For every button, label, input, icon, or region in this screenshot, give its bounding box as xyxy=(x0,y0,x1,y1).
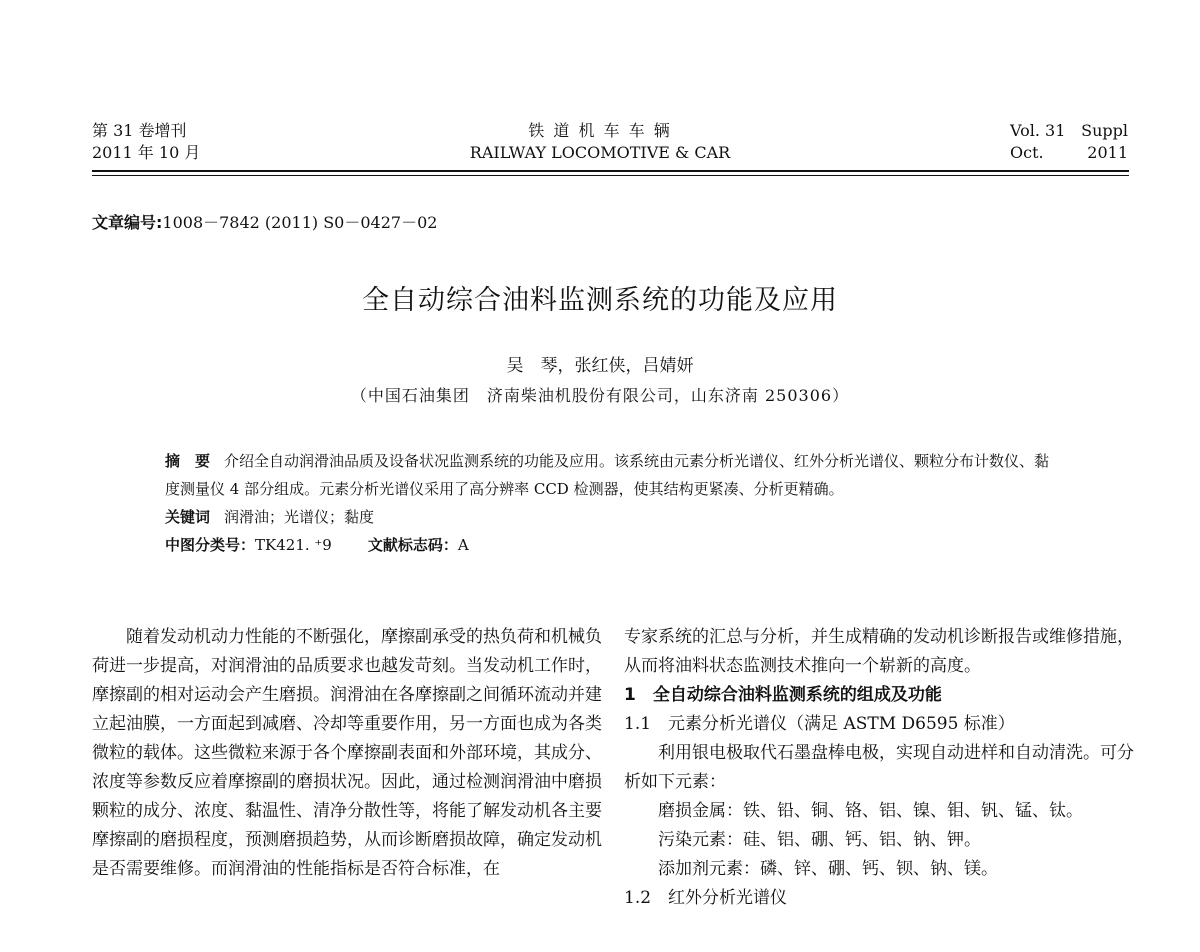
keywords xyxy=(165,503,1055,531)
year-label: 2011 xyxy=(1087,143,1128,162)
section-1-heading: 1 全自动综合油料监测系统的组成及功能 xyxy=(624,685,942,705)
journal-name-en: RAILWAY LOCOMOTIVE & CAR xyxy=(469,143,731,162)
article-number xyxy=(92,210,437,233)
clc-value: TK421. ⁺9 xyxy=(255,536,332,554)
clc-label: 中图分类号： xyxy=(165,536,256,554)
subsection-1-2-heading: 1.2 红外分析光谱仪 xyxy=(624,888,788,908)
authors: 吴 琴，张红侠，吕婧妍 xyxy=(506,356,694,376)
paper-title: 全自动综合油料监测系统的功能及应用 xyxy=(362,285,838,316)
abstract xyxy=(165,447,1055,503)
journal-name-cn: 铁 道 机 车 车 辆 xyxy=(528,121,672,140)
journal-volume-en xyxy=(1010,120,1128,164)
header-rule-thick xyxy=(92,170,1129,172)
intro-paragraph: 随着发动机动力性能的不断强化，摩擦副承受的热负荷和机械负荷进一步提高，对润滑油的品质要求也越发苛刻。当发动机工作时，摩擦副的相对运动会产生磨损。润滑油在各摩擦副之间循环流动并建立起油膜，一方面起到减磨、冷却等重要作用，另一方面也成为各类微粒的载体。这些微粒来源于各个摩擦副表面和外部环境，其成分、浓度等参数反应着摩擦副的磨损状况。因此，通过检测润滑油中磨损颗粒的成分、浓度、黏温性、清净分散性等，将能了解发动机各主要摩擦副的磨损程度，预测磨损趋势，从而诊断磨损故障，确定发动机是否需要维修。而润滑油的性能指标是否符合标准，在 xyxy=(92,627,602,879)
intro-continuation: 专家系统的汇总与分析，并生成精确的发动机诊断报告或维修措施，从而将油料状态监测技术推向一个崭新的高度。 xyxy=(624,627,1134,676)
article-number-label: 文章编号: xyxy=(92,213,163,232)
abstract-block xyxy=(165,447,1055,559)
volume-issue: 第 31 卷增刊 xyxy=(92,121,187,140)
wear-metals-list: 磨损金属：铁、铅、铜、铬、铝、镍、钼、钒、锰、钛。 xyxy=(658,801,1083,821)
classification xyxy=(165,531,1055,559)
keywords-label: 关键词 xyxy=(165,508,211,526)
header-rule-thin xyxy=(92,175,1129,176)
subsection-1-1-text: 利用银电极取代石墨盘棒电极，实现自动进样和自动清洗。可分析如下元素： xyxy=(624,743,1134,792)
doc-code-label: 文献标志码： xyxy=(367,536,458,554)
abstract-text: 介绍全自动润滑油品质及设备状况监测系统的功能及应用。该系统由元素分析光谱仪、红外分析光谱仪、颗粒分布计数仪、黏度测量仪 4 部分组成。元素分析光谱仪采用了高分辨率 CCD 检测器，使其结构更紧凑、分析更精确。 xyxy=(165,452,1050,498)
suppl-label: Suppl xyxy=(1081,121,1128,140)
contaminant-elements-list: 污染元素：硅、铝、硼、钙、铝、钠、钾。 xyxy=(658,830,981,850)
month-label: Oct. xyxy=(1010,143,1044,162)
vol-label: Vol. 31 xyxy=(1010,121,1066,140)
issue-date: 2011 年 10 月 xyxy=(92,143,201,162)
keywords-text: 润滑油；光谱仪；黏度 xyxy=(224,508,375,526)
body-right-column xyxy=(624,623,1134,913)
body-left-column xyxy=(92,623,602,884)
additive-elements-list: 添加剂元素：磷、锌、硼、钙、钡、钠、镁。 xyxy=(658,859,998,879)
affiliation: （中国石油集团 济南柴油机股份有限公司，山东济南 250306） xyxy=(350,386,850,405)
abstract-label: 摘 要 xyxy=(165,452,211,470)
article-number-value: 1008－7842 (2011) S0－0427－02 xyxy=(162,213,438,232)
subsection-1-1-heading: 1.1 元素分析光谱仪（满足 ASTM D6595 标准） xyxy=(624,714,1015,734)
doc-code-value: A xyxy=(457,536,469,554)
